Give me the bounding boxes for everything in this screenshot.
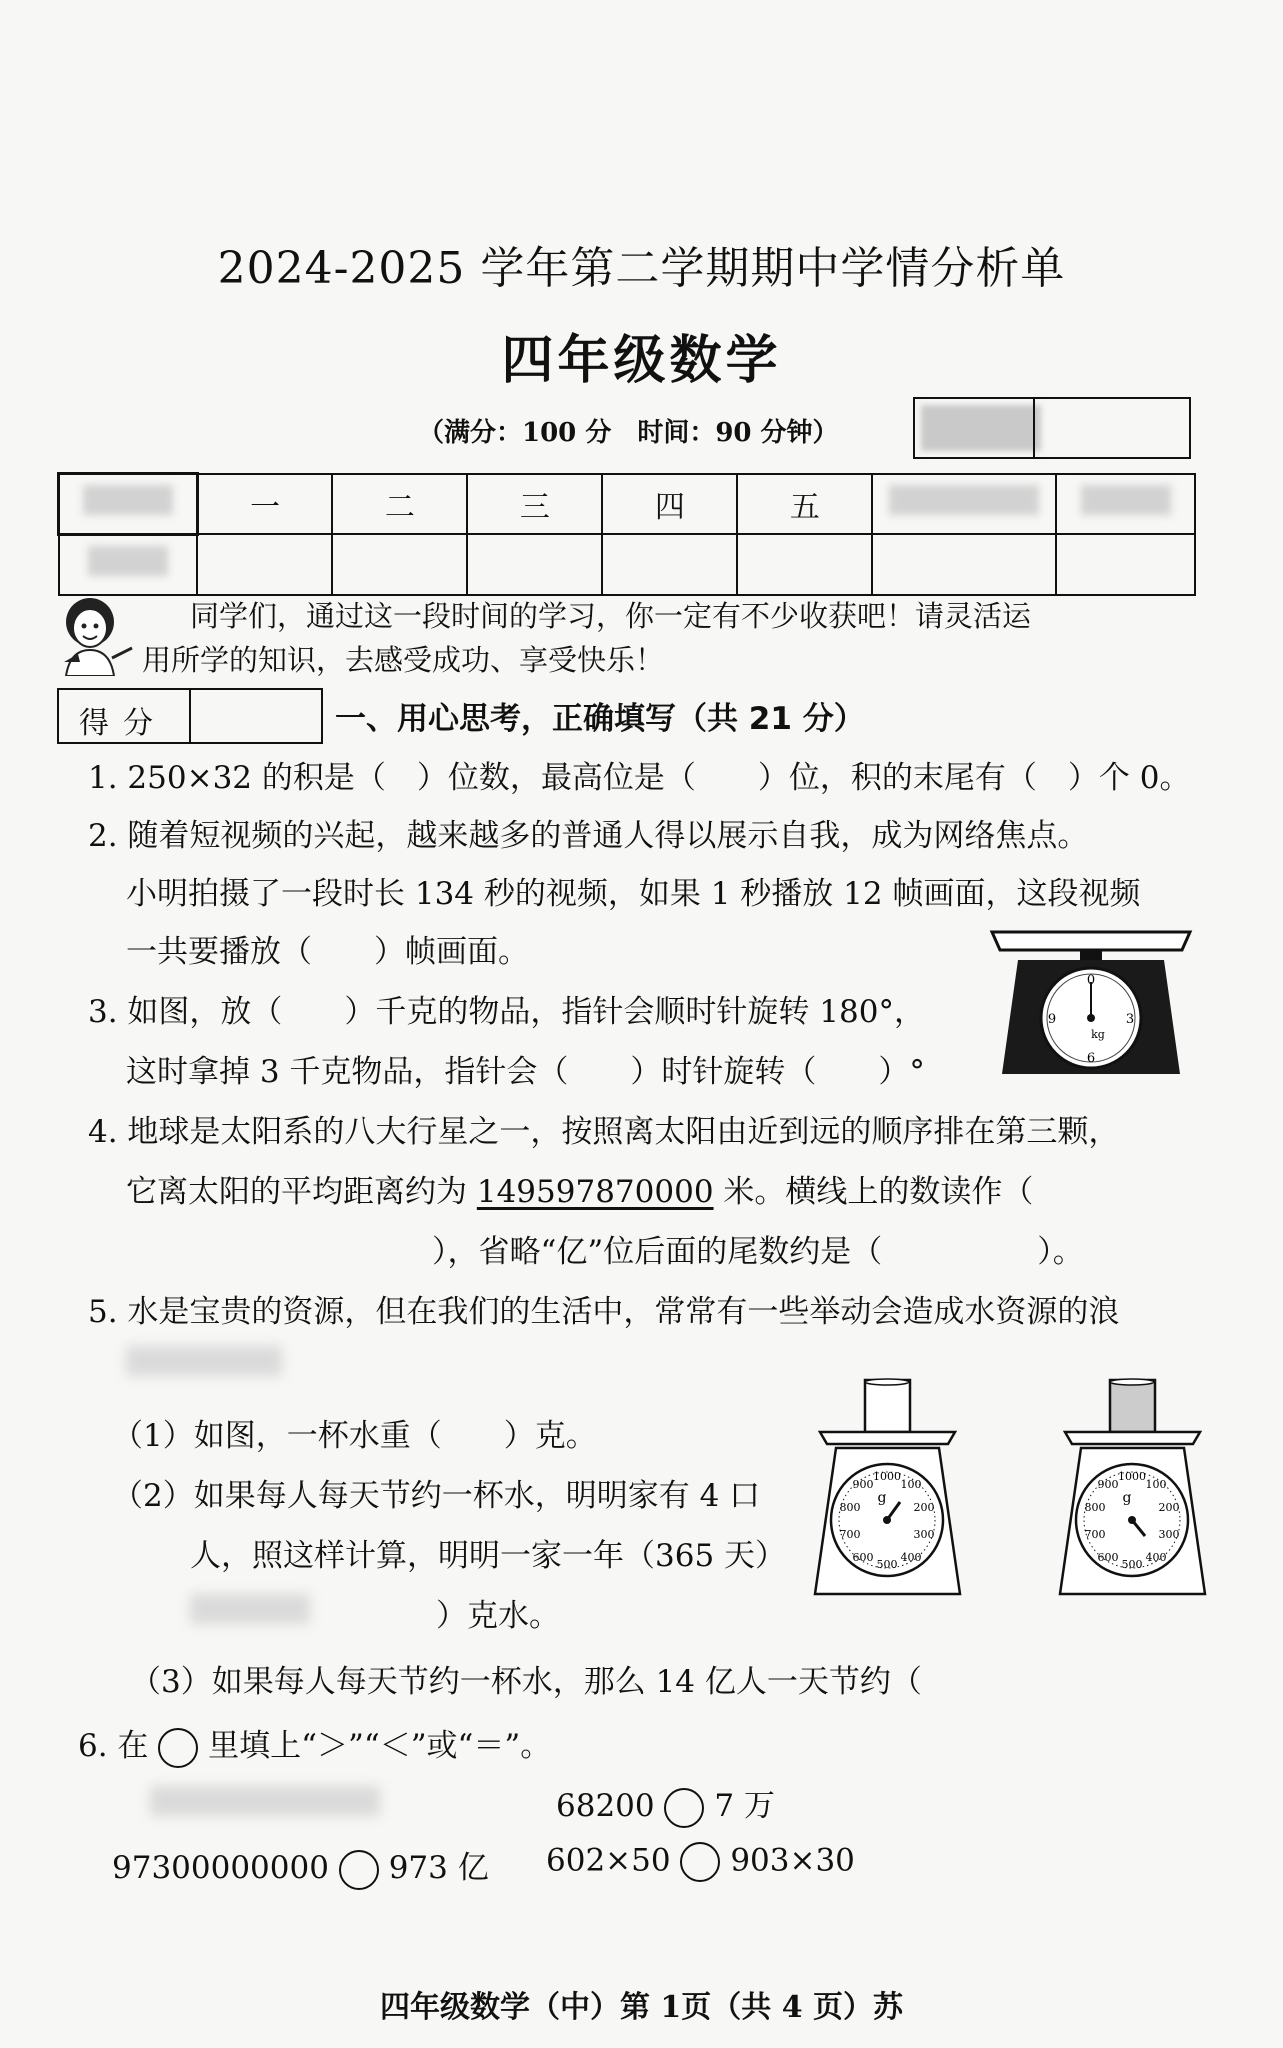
kg-scale-6: 6	[1086, 1051, 1096, 1066]
question-5-part-2-line-3: ）克水。	[436, 1598, 560, 1634]
question-4-line-2: 它离太阳的平均距离约为 149597870000 米。横线上的数读作（	[126, 1174, 1034, 1210]
question-4-line-3: ），省略“亿”位后面的尾数约是（ ）。	[432, 1234, 1084, 1270]
g-scale-300: 300	[1158, 1528, 1180, 1541]
g-scale-300: 300	[913, 1528, 935, 1541]
score-header-3: 三	[467, 474, 602, 535]
g-scale-900: 900	[852, 1478, 874, 1491]
score-header-1: 一	[197, 474, 332, 535]
girl-icon	[56, 592, 136, 676]
score-header-5: 五	[737, 474, 872, 535]
blurred-text	[150, 1786, 380, 1816]
compare-3: 602×50 903×30	[546, 1842, 855, 1882]
exam-subtitle: 四年级数学	[501, 331, 782, 391]
page-footer: 四年级数学（中）第 1页（共 4 页）苏	[379, 1990, 904, 2025]
score-cell[interactable]	[1056, 534, 1195, 595]
score-header-2: 二	[332, 474, 467, 535]
g-scale-1000: 1000	[873, 1470, 901, 1483]
g-scale-unit: g	[1122, 1490, 1132, 1506]
g-scale-800: 800	[839, 1501, 861, 1514]
answer-circle[interactable]	[680, 1842, 720, 1882]
intro-line-2: 用所学的知识，去感受成功、享受快乐！	[142, 643, 665, 677]
g-scale-1000: 1000	[1118, 1470, 1146, 1483]
kg-scale-3: 3	[1125, 1012, 1135, 1027]
question-3-line-2: 这时拿掉 3 千克物品，指针会（ ）时针旋转（ ）°	[126, 1054, 925, 1090]
question-1: 1. 250×32 的积是（ ）位数，最高位是（ ）位，积的末尾有（ ）个 0。	[88, 760, 1191, 796]
g-scale-800: 800	[1084, 1501, 1106, 1514]
question-5-part-3: （3）如果每人每天节约一杯水，那么 14 亿人一天节约（	[130, 1664, 922, 1700]
compare-2: 97300000000 973 亿	[112, 1842, 489, 1890]
g-scale-600: 600	[1097, 1551, 1119, 1564]
exam-title: 2024-2025 学年第二学期期中学情分析单	[217, 243, 1066, 294]
question-3-line-1: 3. 如图，放（ ）千克的物品，指针会顺时针旋转 180°，	[88, 994, 925, 1030]
g-scale-200: 200	[913, 1501, 935, 1514]
g-scale-900: 900	[1097, 1478, 1119, 1491]
question-2-line-3: 一共要播放（ ）帧画面。	[126, 934, 529, 970]
g-scale-700: 700	[839, 1528, 861, 1541]
blurred-text	[190, 1594, 310, 1624]
blurred-text	[126, 1346, 282, 1376]
answer-circle[interactable]	[664, 1788, 704, 1828]
question-5-line-1: 5. 水是宝贵的资源，但在我们的生活中，常常有一些举动会造成水资源的浪	[88, 1294, 1120, 1330]
score-cell[interactable]	[872, 534, 1056, 595]
g-scale-100: 100	[900, 1478, 922, 1491]
score-cell[interactable]	[737, 534, 872, 595]
question-5-part-2-line-2: 人，照这样计算，明明一家一年（365 天）	[190, 1538, 787, 1574]
compare-1: 68200 7 万	[556, 1780, 775, 1828]
g-scale-100: 100	[1145, 1478, 1167, 1491]
distance-number: 149597870000	[476, 1174, 714, 1210]
kg-scale-9: 9	[1047, 1012, 1057, 1027]
score-box-label: 得分	[79, 706, 167, 741]
score-cell[interactable]	[602, 534, 737, 595]
score-cell[interactable]	[332, 534, 467, 595]
intro-line-1: 同学们，通过这一段时间的学习，你一定有不少收获吧！请灵活运	[190, 599, 1032, 633]
section-1-heading: 一、用心思考，正确填写（共 21 分）	[335, 701, 865, 737]
g-scale-400: 400	[1145, 1551, 1167, 1564]
answer-circle[interactable]	[158, 1728, 198, 1768]
kg-scale-unit: kg	[1091, 1028, 1105, 1041]
g-scale-700: 700	[1084, 1528, 1106, 1541]
exam-meta: （满分：100 分 时间：90 分钟）	[418, 418, 839, 448]
question-2-line-2: 小明拍摄了一段时长 134 秒的视频，如果 1 秒播放 12 帧画面，这段视频	[126, 876, 1141, 912]
answer-circle[interactable]	[339, 1850, 379, 1890]
g-scale-figure-2	[1055, 1378, 1210, 1596]
g-scale-500: 500	[1121, 1558, 1143, 1571]
question-4-line-1: 4. 地球是太阳系的八大行星之一，按照离太阳由近到远的顺序排在第三颗，	[88, 1114, 1120, 1150]
score-box	[57, 688, 323, 744]
question-5-part-2-line-1: （2）如果每人每天节约一杯水，明明家有 4 口	[112, 1478, 761, 1514]
g-scale-unit: g	[877, 1490, 887, 1506]
g-scale-200: 200	[1158, 1501, 1180, 1514]
score-table	[57, 472, 1196, 596]
kg-scale-0: 0	[1086, 973, 1096, 988]
g-scale-400: 400	[900, 1551, 922, 1564]
question-2-line-1: 2. 随着短视频的兴起，越来越多的普通人得以展示自我，成为网络焦点。	[88, 818, 1089, 854]
g-scale-600: 600	[852, 1551, 874, 1564]
question-5-part-1: （1）如图，一杯水重（ ）克。	[112, 1418, 597, 1454]
question-6-line-1: 6. 在 里填上“＞”“＜”或“＝”。	[78, 1720, 551, 1768]
g-scale-500: 500	[876, 1558, 898, 1571]
g-scale-figure-1	[810, 1378, 965, 1596]
blurred-label	[921, 405, 1041, 451]
grade-box	[913, 397, 1191, 459]
score-cell[interactable]	[197, 534, 332, 595]
score-cell[interactable]	[467, 534, 602, 595]
score-header-4: 四	[602, 474, 737, 535]
kg-scale-figure	[988, 928, 1194, 1078]
